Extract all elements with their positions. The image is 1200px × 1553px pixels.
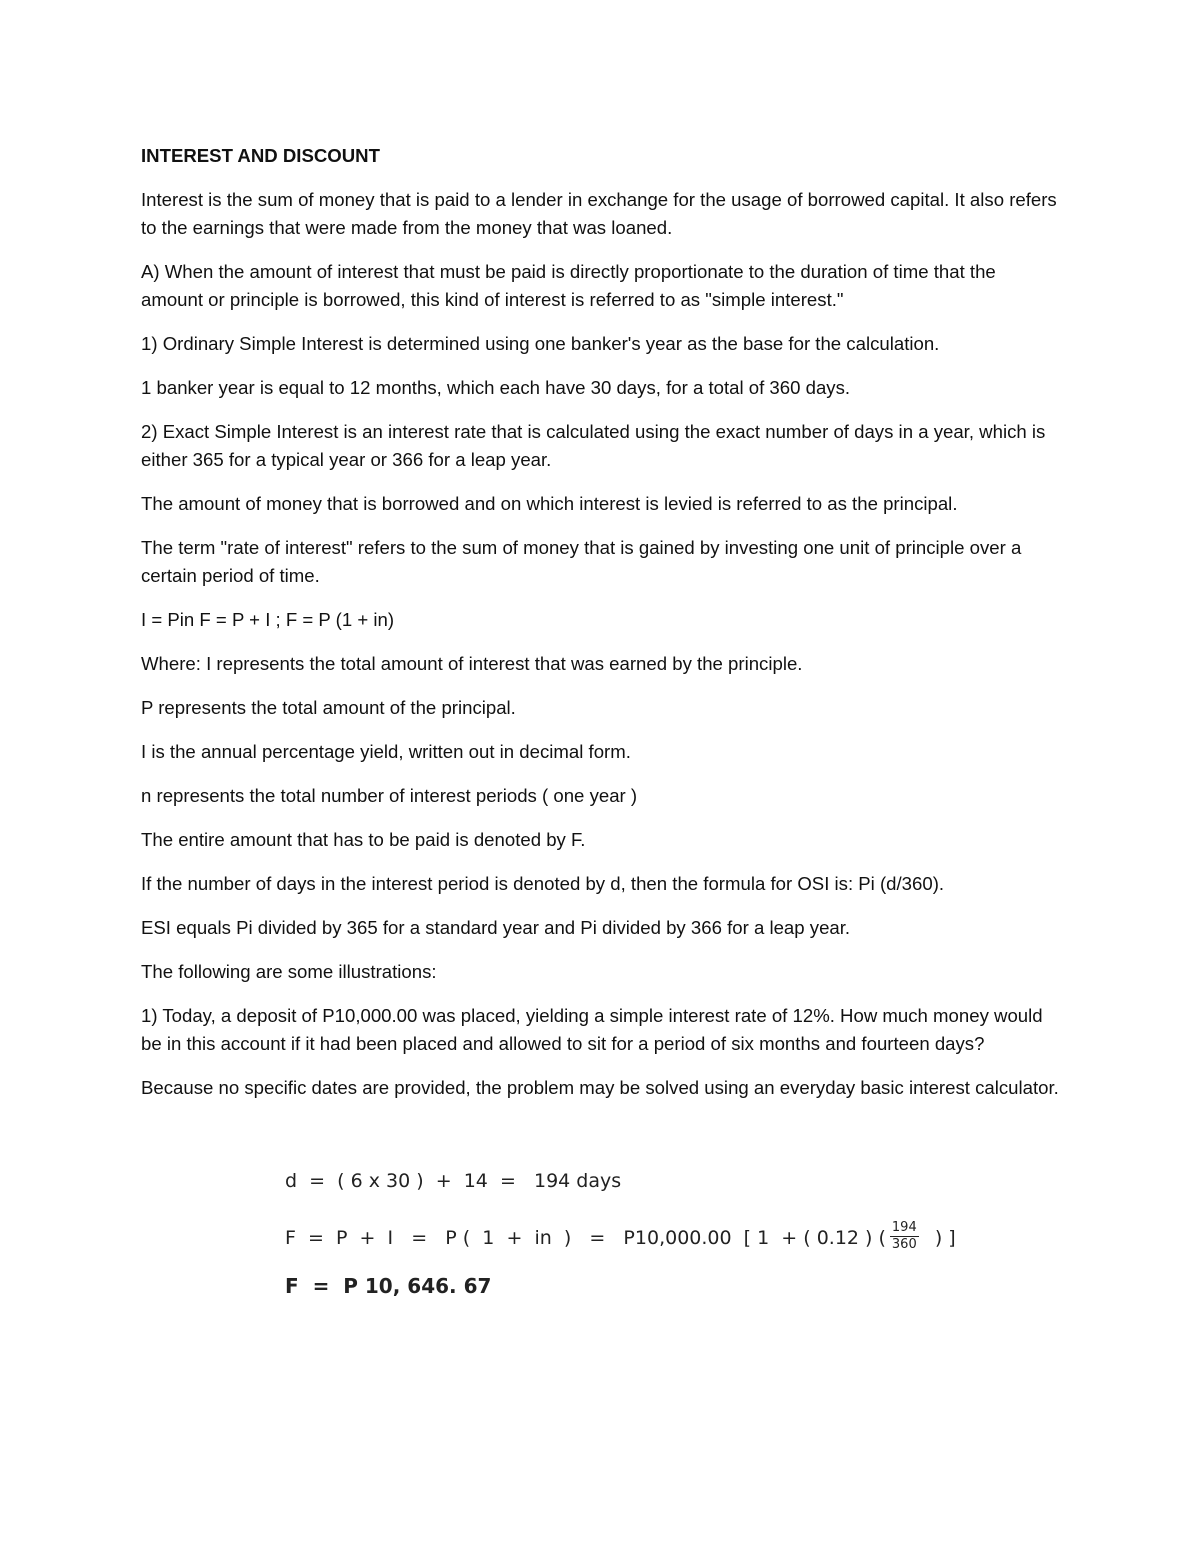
paragraph-principal: The amount of money that is borrowed and on which interest is levied is referred to as the principal. [141,493,958,514]
paragraph-illustrations-intro: The following are some illustrations: [141,961,437,982]
paragraph-example-approach: Because no specific dates are provided, the problem may be solved using an everyday basic interest calculator. [141,1077,1059,1098]
fraction-denominator: 360 [891,1237,917,1252]
paragraph-banker-year: 1 banker year is equal to 12 months, which each have 30 days, for a total of 360 days. [141,377,851,398]
paragraph-exact-simple-interest: 2) Exact Simple Interest is an interest rate that is calculated using the exact number of days in a year, which is either 365 for a typical year or 366 for a leap year. [141,421,1046,470]
paragraph-esi-formula: ESI equals Pi divided by 365 for a standard year and Pi divided by 366 for a leap year. [141,917,851,938]
equation-future-value [285,1222,956,1255]
paragraph-where-p: P represents the total amount of the principal. [141,697,516,718]
equation-future-value-prefix: F = P + I = P ( 1 + in ) = P10,000.00 [ 1 + ( 0.12 ) ( [285,1227,886,1249]
document-title: INTEREST AND DISCOUNT [141,145,380,166]
paragraph-rate-of-interest: The term "rate of interest" refers to the sum of money that is gained by investing one unit of principle over a certain period of time. [141,537,1022,586]
paragraph-simple-interest: A) When the amount of interest that must be paid is directly proportionate to the duration of time that the amount or principle is borrowed, this kind of interest is referred to as "simple interest." [141,261,996,310]
paragraph-ordinary-simple-interest: 1) Ordinary Simple Interest is determined using one banker's year as the base for the calculation. [141,333,940,354]
paragraph-formula: I = Pin F = P + I ; F = P (1 + in) [141,609,395,630]
paragraph-where-n: n represents the total number of interest periods ( one year ) [141,785,638,806]
paragraph-where-i: Where: I represents the total amount of interest that was earned by the principle. [141,653,803,674]
equation-days: d = ( 6 x 30 ) + 14 = 194 days [285,1170,622,1192]
paragraph-where-rate: I is the annual percentage yield, written out in decimal form. [141,741,631,762]
document-body [141,142,1061,1118]
paragraph-where-f: The entire amount that has to be paid is denoted by F. [141,829,586,850]
equation-result: F = P 10, 646. 67 [285,1274,492,1298]
equation-future-value-suffix: ) ] [922,1227,956,1249]
fraction-numerator: 194 [891,1220,917,1235]
equation-fraction [890,1220,919,1253]
paragraph-example-problem: 1) Today, a deposit of P10,000.00 was placed, yielding a simple interest rate of 12%. How much money would be in this account if it had been placed and allowed to sit for a period of six months and fourteen days? [141,1005,1043,1054]
paragraph-interest-definition: Interest is the sum of money that is paid to a lender in exchange for the usage of borrowed capital. It also refers to the earnings that were made from the money that was loaned. [141,189,1057,238]
paragraph-osi-formula: If the number of days in the interest period is denoted by d, then the formula for OSI is: Pi (d/360). [141,873,945,894]
